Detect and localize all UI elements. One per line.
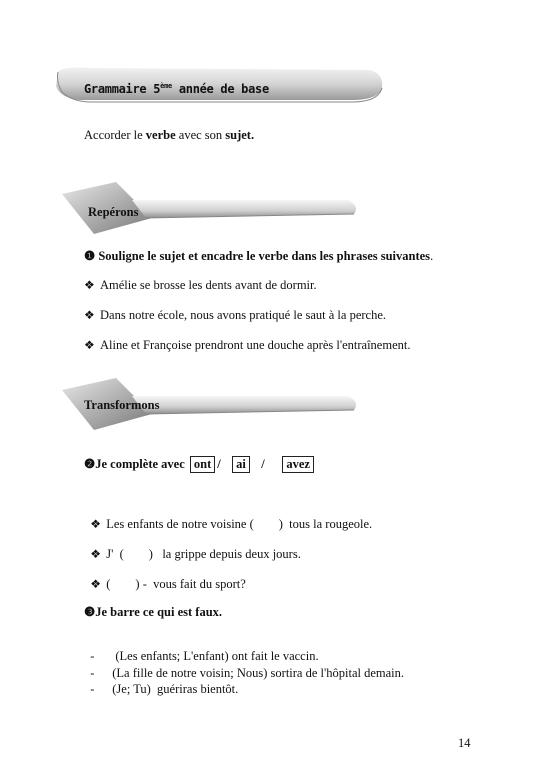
list-item: - (La fille de notre voisin; Nous) sortira de l'hôpital demain. bbox=[90, 666, 405, 680]
page-number: 14 bbox=[458, 736, 471, 750]
exercise2-title: ❷Je complète avec ont / ai / avez bbox=[84, 456, 316, 473]
list-item: ❖ Aline et Françoise prendront une douche après l'entraînement. bbox=[84, 338, 411, 352]
list-item: - (Je; Tu) guériras bientôt. bbox=[90, 682, 239, 696]
list-item: ❖ ( ) - vous fait du sport? bbox=[90, 577, 246, 591]
bullet-icon: ❖ bbox=[84, 308, 95, 322]
section-label-reperons: Repérons bbox=[88, 205, 139, 219]
list-item: ❖ J' ( ) la grippe depuis deux jours. bbox=[90, 547, 301, 561]
header-title: Grammaire 5ème année de base bbox=[84, 82, 269, 96]
bullet-icon: ❖ bbox=[90, 517, 102, 531]
choice-box: ai bbox=[232, 456, 250, 473]
list-item: ❖ Dans notre école, nous avons pratiqué le saut à la perche. bbox=[84, 308, 387, 322]
exercise1-title: ❶ Souligne le sujet et encadre le verbe dans les phrases suivantes. bbox=[84, 249, 434, 263]
list-item: - (Les enfants; L'enfant) ont fait le vaccin. bbox=[90, 649, 319, 663]
bullet-icon: ❖ bbox=[84, 278, 95, 292]
bullet-icon: ❖ bbox=[90, 547, 102, 561]
list-item: ❖ Amélie se brosse les dents avant de dormir. bbox=[84, 278, 317, 292]
instruction-line: Accorder le verbe avec son sujet. bbox=[84, 128, 255, 142]
bullet-icon: ❖ bbox=[84, 338, 95, 352]
choice-box: ont bbox=[190, 456, 215, 473]
section-label-transformons: Transformons bbox=[84, 398, 160, 412]
exercise3-title: ❸Je barre ce qui est faux. bbox=[84, 605, 223, 619]
list-item: ❖ Les enfants de notre voisine ( ) tous la rougeole. bbox=[90, 517, 373, 531]
choice-box: avez bbox=[282, 456, 314, 473]
bullet-icon: ❖ bbox=[90, 577, 102, 591]
